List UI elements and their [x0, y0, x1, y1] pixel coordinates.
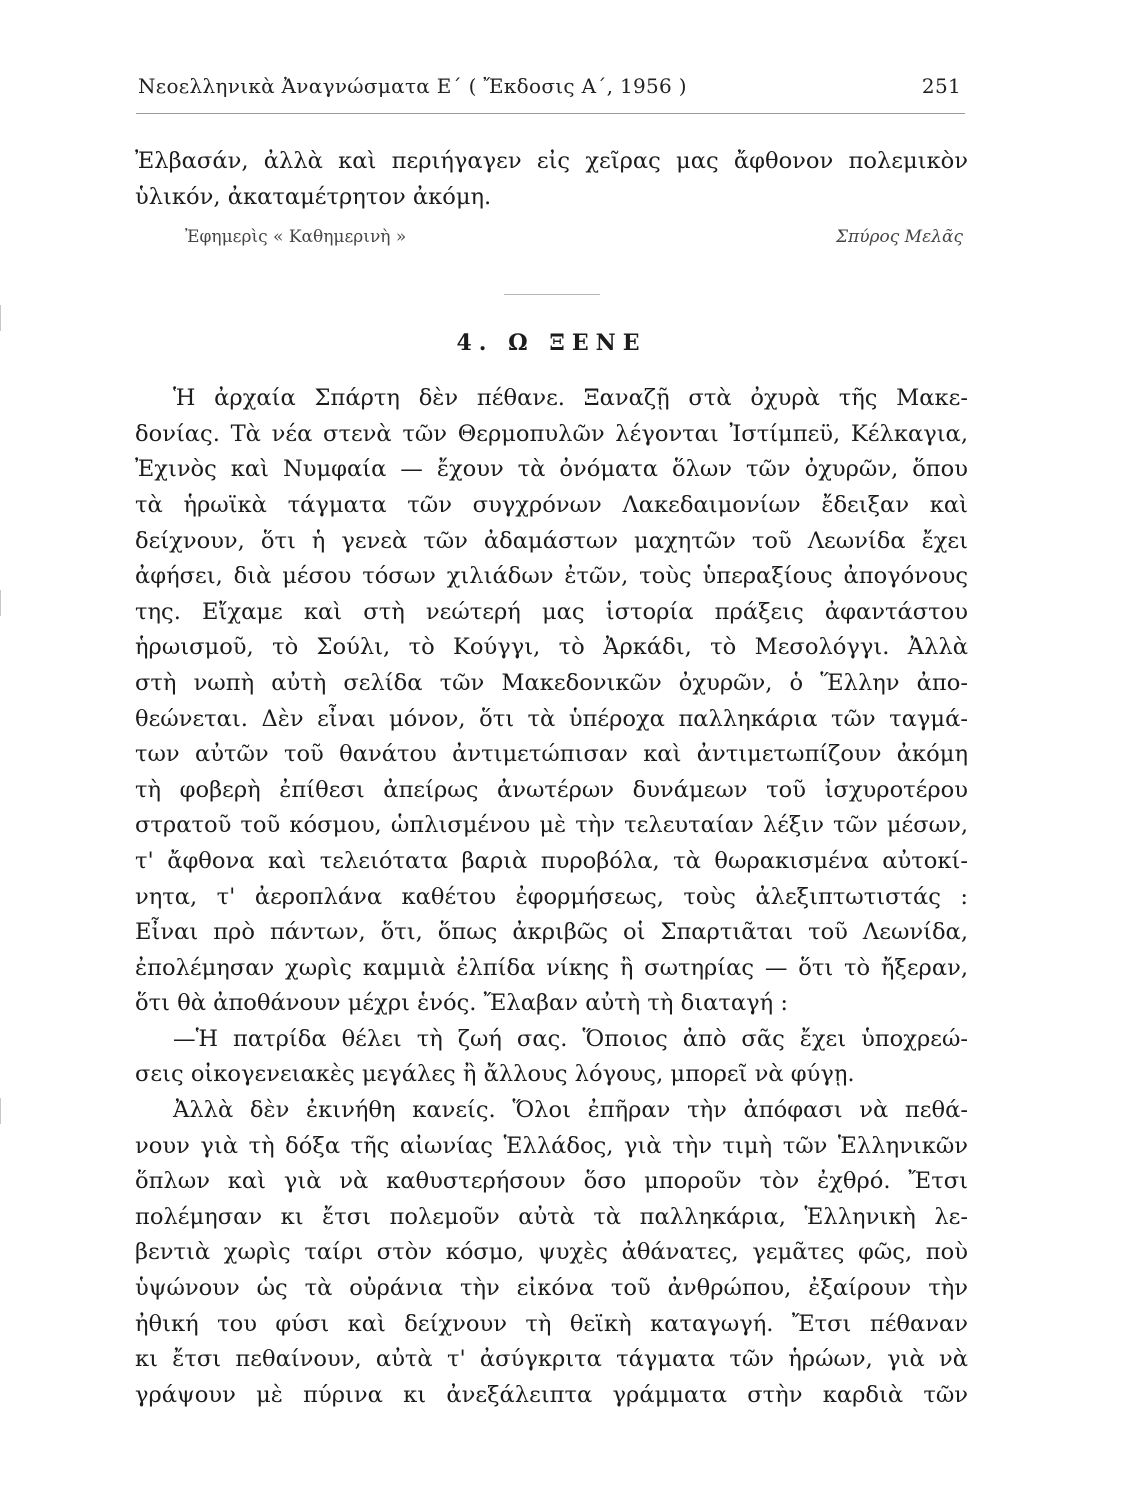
text-line: Ἐλβασάν, ἀλλὰ καὶ περιήγαγεν εἰς χεῖρας μας ἄφθονον πολεμικὸν	[135, 148, 968, 174]
text-line: ἠθική του φύσι καὶ δείχνουν τὴ θεϊκὴ καταγωγή. Ἔτσι πέθαναν	[135, 1310, 968, 1337]
margin-mark	[0, 590, 4, 616]
running-title: Νεοελληνικὰ Ἀναγνώσματα Ε΄ ( Ἔκδοσις Α΄, 1956 )	[138, 74, 687, 98]
running-header	[138, 74, 961, 98]
page-number: 251	[921, 74, 961, 98]
text-line: της. Εἴχαμε καὶ στὴ νεώτερή μας ἱστορία πράξεις ἀφαντάστου	[135, 598, 968, 625]
paragraph	[135, 1022, 968, 1093]
text-line: γράψουν μὲ πύρινα κι ἀνεξάλειπτα γράμματα στὴν καρδιὰ τῶν	[135, 1381, 968, 1408]
source-newspaper: Ἐφημερὶς « Καθημερινὴ »	[185, 227, 407, 248]
text-line: τ' ἄφθονα καὶ τελειότατα βαριὰ πυροβόλα, τὰ θωρακισμένα αὐτοκί-	[135, 847, 968, 874]
text-line: των αὐτῶν τοῦ θανάτου ἀντιμετώπισαν καὶ ἀντιμετωπίζουν ἀκόμη	[135, 741, 968, 768]
text-line: κι ἔτσι πεθαίνουν, αὐτὰ τ' ἀσύγκριτα τάγματα τῶν ἡρώων, γιὰ νὰ	[135, 1346, 968, 1373]
margin-mark	[0, 305, 4, 331]
text-line: Ἐχινὸς καὶ Νυμφαία — ἔχουν τὰ ὀνόματα ὅλων τῶν ὀχυρῶν, ὅπου	[135, 456, 968, 483]
margin-mark	[0, 1098, 4, 1124]
text-line: —Ἡ πατρίδα θέλει τὴ ζωή σας. Ὅποιος ἀπὸ σᾶς ἔχει ὑποχρεώ-	[173, 1025, 968, 1052]
text-line: ὑψώνουν ὡς τὰ οὐράνια τὴν εἰκόνα τοῦ ἀνθρώπου, ἐξαίρουν τὴν	[135, 1275, 968, 1302]
text-line: νουν γιὰ τὴ δόξα τῆς αἰωνίας Ἑλλάδος, γιὰ τὴν τιμὴ τῶν Ἑλληνικῶν	[135, 1132, 968, 1159]
text-line: θεώνεται. Δὲν εἶναι μόνον, ὅτι τὰ ὑπέροχα παλληκάρια τῶν ταγμά-	[135, 705, 968, 732]
text-line: πολέμησαν κι ἔτσι πολεμοῦν αὐτὰ τὰ παλληκάρια, Ἑλληνικὴ λε-	[135, 1203, 968, 1230]
text-line: σεις οἰκογενειακὲς μεγάλες ἢ ἄλλους λόγους, μπορεῖ νὰ φύγῃ.	[135, 1061, 855, 1088]
section-divider	[504, 294, 600, 295]
text-line: δονίας. Τὰ νέα στενὰ τῶν Θερμοπυλῶν λέγονται Ἰστίμπεϋ, Κέλκαγια,	[135, 420, 968, 447]
source-author: Σπύρος Μελᾶς	[836, 227, 963, 248]
text-line: Εἶναι πρὸ πάντων, ὅτι, ὅπως ἀκριβῶς οἱ Σπαρτιᾶται τοῦ Λεωνίδα,	[135, 919, 968, 946]
text-line: νητα, τ' ἀεροπλάνα καθέτου ἐφορμήσεως, τοὺς ἀλεξιπτωτιστάς :	[135, 883, 968, 910]
paragraph	[135, 381, 968, 1022]
text-line: στρατοῦ τοῦ κόσμου, ὡπλισμένου μὲ τὴν τελευταίαν λέξιν τῶν μέσων,	[135, 812, 968, 839]
text-line: τὰ ἡρωϊκὰ τάγματα τῶν συγχρόνων Λακεδαιμονίων ἔδειξαν καὶ	[135, 491, 968, 518]
header-rule	[136, 113, 965, 114]
source-attribution	[135, 225, 968, 249]
previous-excerpt	[135, 144, 968, 249]
text-line: ὅπλων καὶ γιὰ νὰ καθυστερήσουν ὅσο μποροῦν τὸν ἐχθρό. Ἔτσι	[135, 1168, 968, 1195]
page-body	[135, 144, 968, 1413]
text-line: ἡρωισμοῦ, τὸ Σούλι, τὸ Κούγγι, τὸ Ἀρκάδι, τὸ Μεσολόγγι. Ἀλλὰ	[135, 634, 968, 661]
text-line: ἀφήσει, διὰ μέσου τόσων χιλιάδων ἐτῶν, τοὺς ὑπεραξίους ἀπογόνους	[135, 563, 968, 590]
text-line: βεντιὰ χωρὶς ταίρι στὸν κόσμο, ψυχὲς ἀθάνατες, γεμᾶτες φῶς, ποὺ	[135, 1239, 968, 1266]
text-line: Ἀλλὰ δὲν ἐκινήθη κανείς. Ὅλοι ἐπῆραν τὴν ἀπόφασι νὰ πεθά-	[173, 1097, 968, 1124]
section-title: 4. Ω ΞΕΝΕ	[456, 330, 647, 357]
text-line: ἐπολέμησαν χωρὶς καμμιὰ ἐλπίδα νίκης ἢ σωτηρίας — ὅτι τὸ ἤξεραν,	[135, 954, 968, 981]
text-line: τὴ φοβερὴ ἐπίθεσι ἀπείρως ἀνωτέρων δυνάμεων τοῦ ἰσχυροτέρου	[135, 776, 968, 803]
text-line: ὅτι θὰ ἀποθάνουν μέχρι ἑνός. Ἔλαβαν αὐτὴ τὴ διαταγή :	[135, 990, 788, 1017]
text-line: στὴ νωπὴ αὐτὴ σελίδα τῶν Μακεδονικῶν ὀχυρῶν, ὁ Ἕλλην ἀπο-	[135, 669, 968, 696]
text-line: ὑλικόν, ἀκαταμέτρητον ἀκόμη.	[135, 183, 492, 210]
paragraph	[135, 1093, 968, 1413]
text-line: Ἡ ἀρχαία Σπάρτη δὲν πέθανε. Ξαναζῇ στὰ ὀχυρὰ τῆς Μακε-	[173, 385, 968, 412]
text-line: δείχνουν, ὅτι ἡ γενεὰ τῶν ἀδαμάστων μαχητῶν τοῦ Λεωνίδα ἔχει	[135, 527, 968, 554]
